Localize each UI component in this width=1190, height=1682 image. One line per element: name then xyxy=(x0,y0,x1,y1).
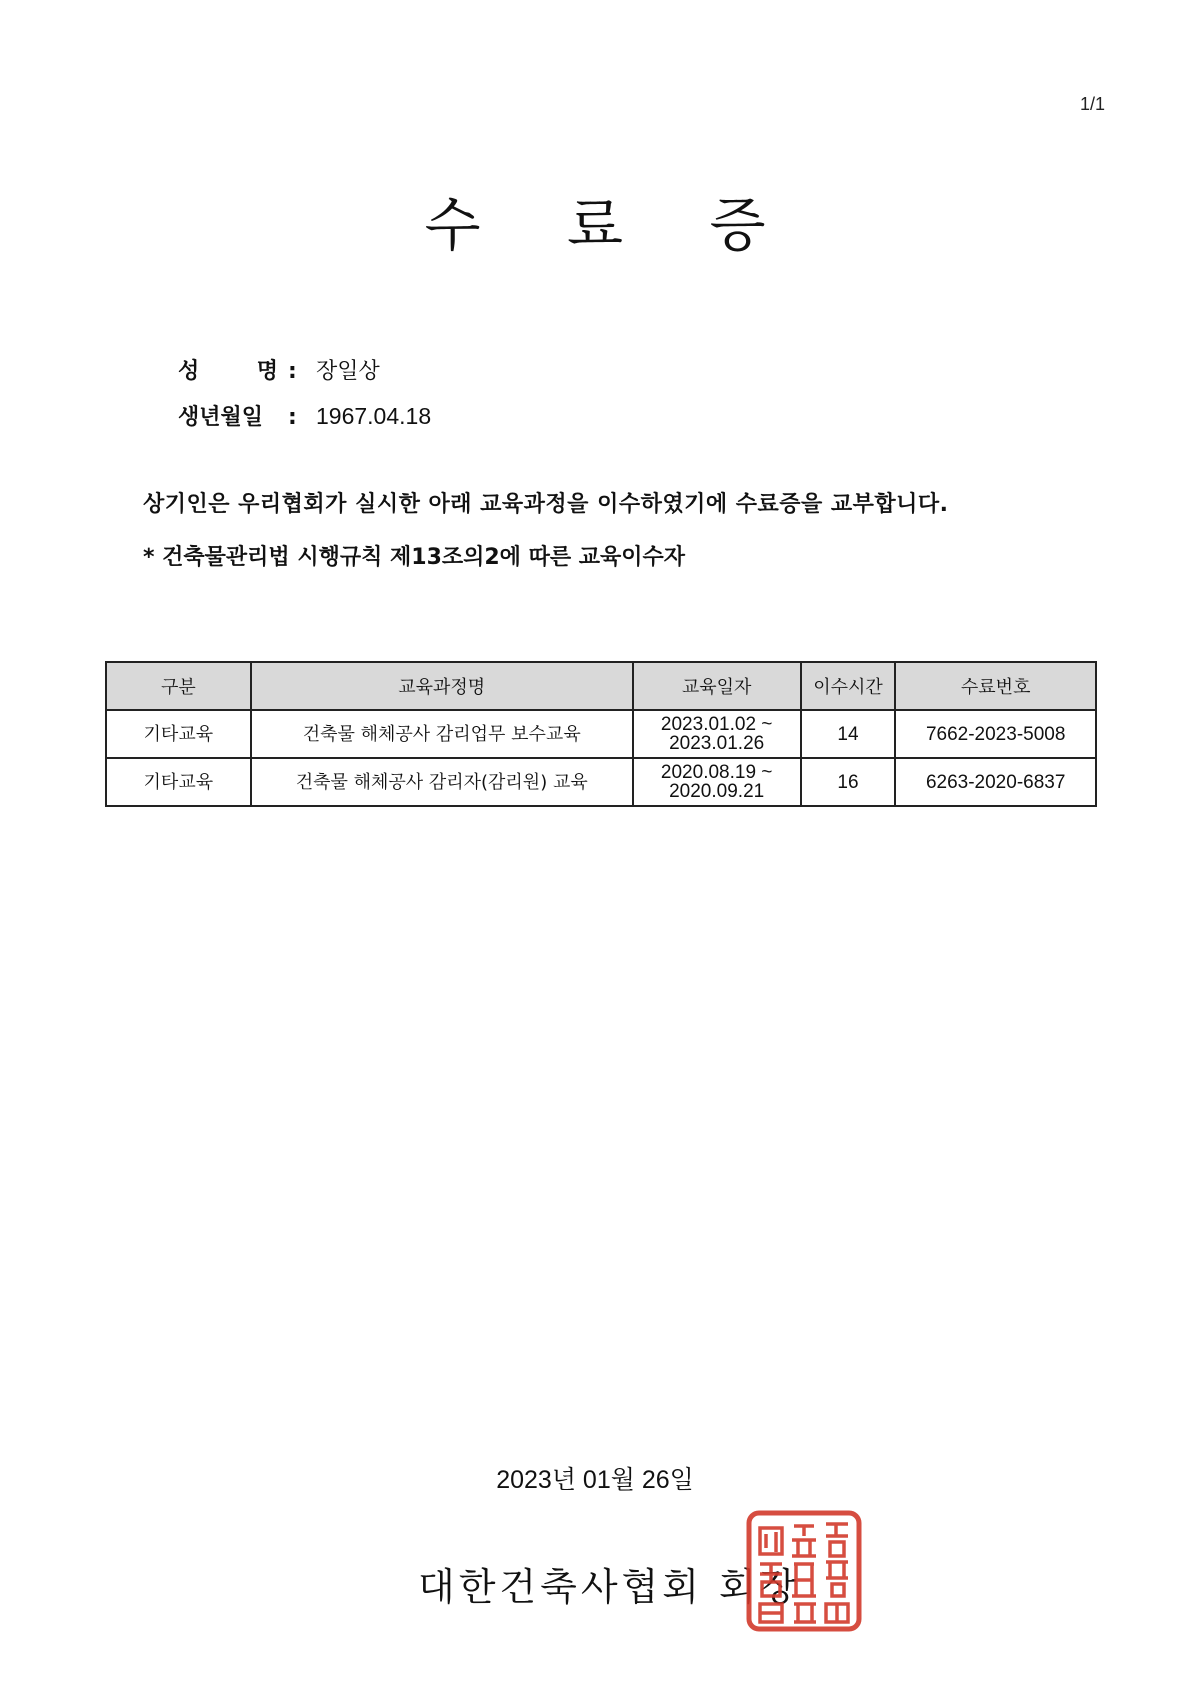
date-end: 2020.09.21 xyxy=(669,781,765,802)
date-start: 2020.08.19 ~ xyxy=(660,762,773,783)
header-cert-no: 수료번호 xyxy=(895,662,1096,710)
certificate-statement: 상기인은 우리협회가 실시한 아래 교육과정을 이수하였기에 수료증을 교부합니다. xyxy=(143,492,949,517)
law-note: * 건축물관리법 시행규칙 제13조의2에 따른 교육이수자 xyxy=(143,545,686,570)
cell-category: 기타교육 xyxy=(106,758,251,806)
official-seal-icon xyxy=(746,1510,862,1632)
header-hours: 이수시간 xyxy=(801,662,896,710)
name-colon: : xyxy=(288,359,297,384)
header-course: 교육과정명 xyxy=(251,662,633,710)
name-value: 장일상 xyxy=(316,359,380,384)
cell-hours: 16 xyxy=(801,758,896,806)
cell-hours: 14 xyxy=(801,710,896,758)
name-label xyxy=(178,354,278,385)
cell-category: 기타교육 xyxy=(106,710,251,758)
issue-date: 2023년 01월 26일 xyxy=(496,1466,694,1494)
name-row xyxy=(178,354,380,385)
birth-value: 1967.04.18 xyxy=(316,403,432,429)
page-number: 1/1 xyxy=(1080,94,1106,114)
name-label-char-2: 명 xyxy=(256,359,278,384)
cell-date xyxy=(633,758,801,806)
table-row xyxy=(106,758,1096,806)
seal-glyphs xyxy=(760,1524,848,1622)
cell-course: 건축물 해체공사 감리자(감리원) 교육 xyxy=(251,758,633,806)
cell-cert-no: 7662-2023-5008 xyxy=(895,710,1096,758)
header-category: 구분 xyxy=(106,662,251,710)
table-row xyxy=(106,710,1096,758)
birth-label: 생년월일 xyxy=(178,405,264,430)
course-table xyxy=(105,661,1097,807)
date-start: 2023.01.02 ~ xyxy=(660,714,773,735)
name-label-char-1: 성 xyxy=(178,359,200,384)
date-end: 2023.01.26 xyxy=(669,733,765,754)
cell-course: 건축물 해체공사 감리업무 보수교육 xyxy=(251,710,633,758)
cell-date xyxy=(633,710,801,758)
issuer-name: 대한건축사협회 회장 xyxy=(418,1565,801,1609)
birth-colon: : xyxy=(288,405,297,430)
table-header-row xyxy=(106,662,1096,710)
header-date: 교육일자 xyxy=(633,662,801,710)
certificate-title: 수 료 증 xyxy=(424,191,800,259)
birth-row xyxy=(178,400,431,431)
cell-cert-no: 6263-2020-6837 xyxy=(895,758,1096,806)
